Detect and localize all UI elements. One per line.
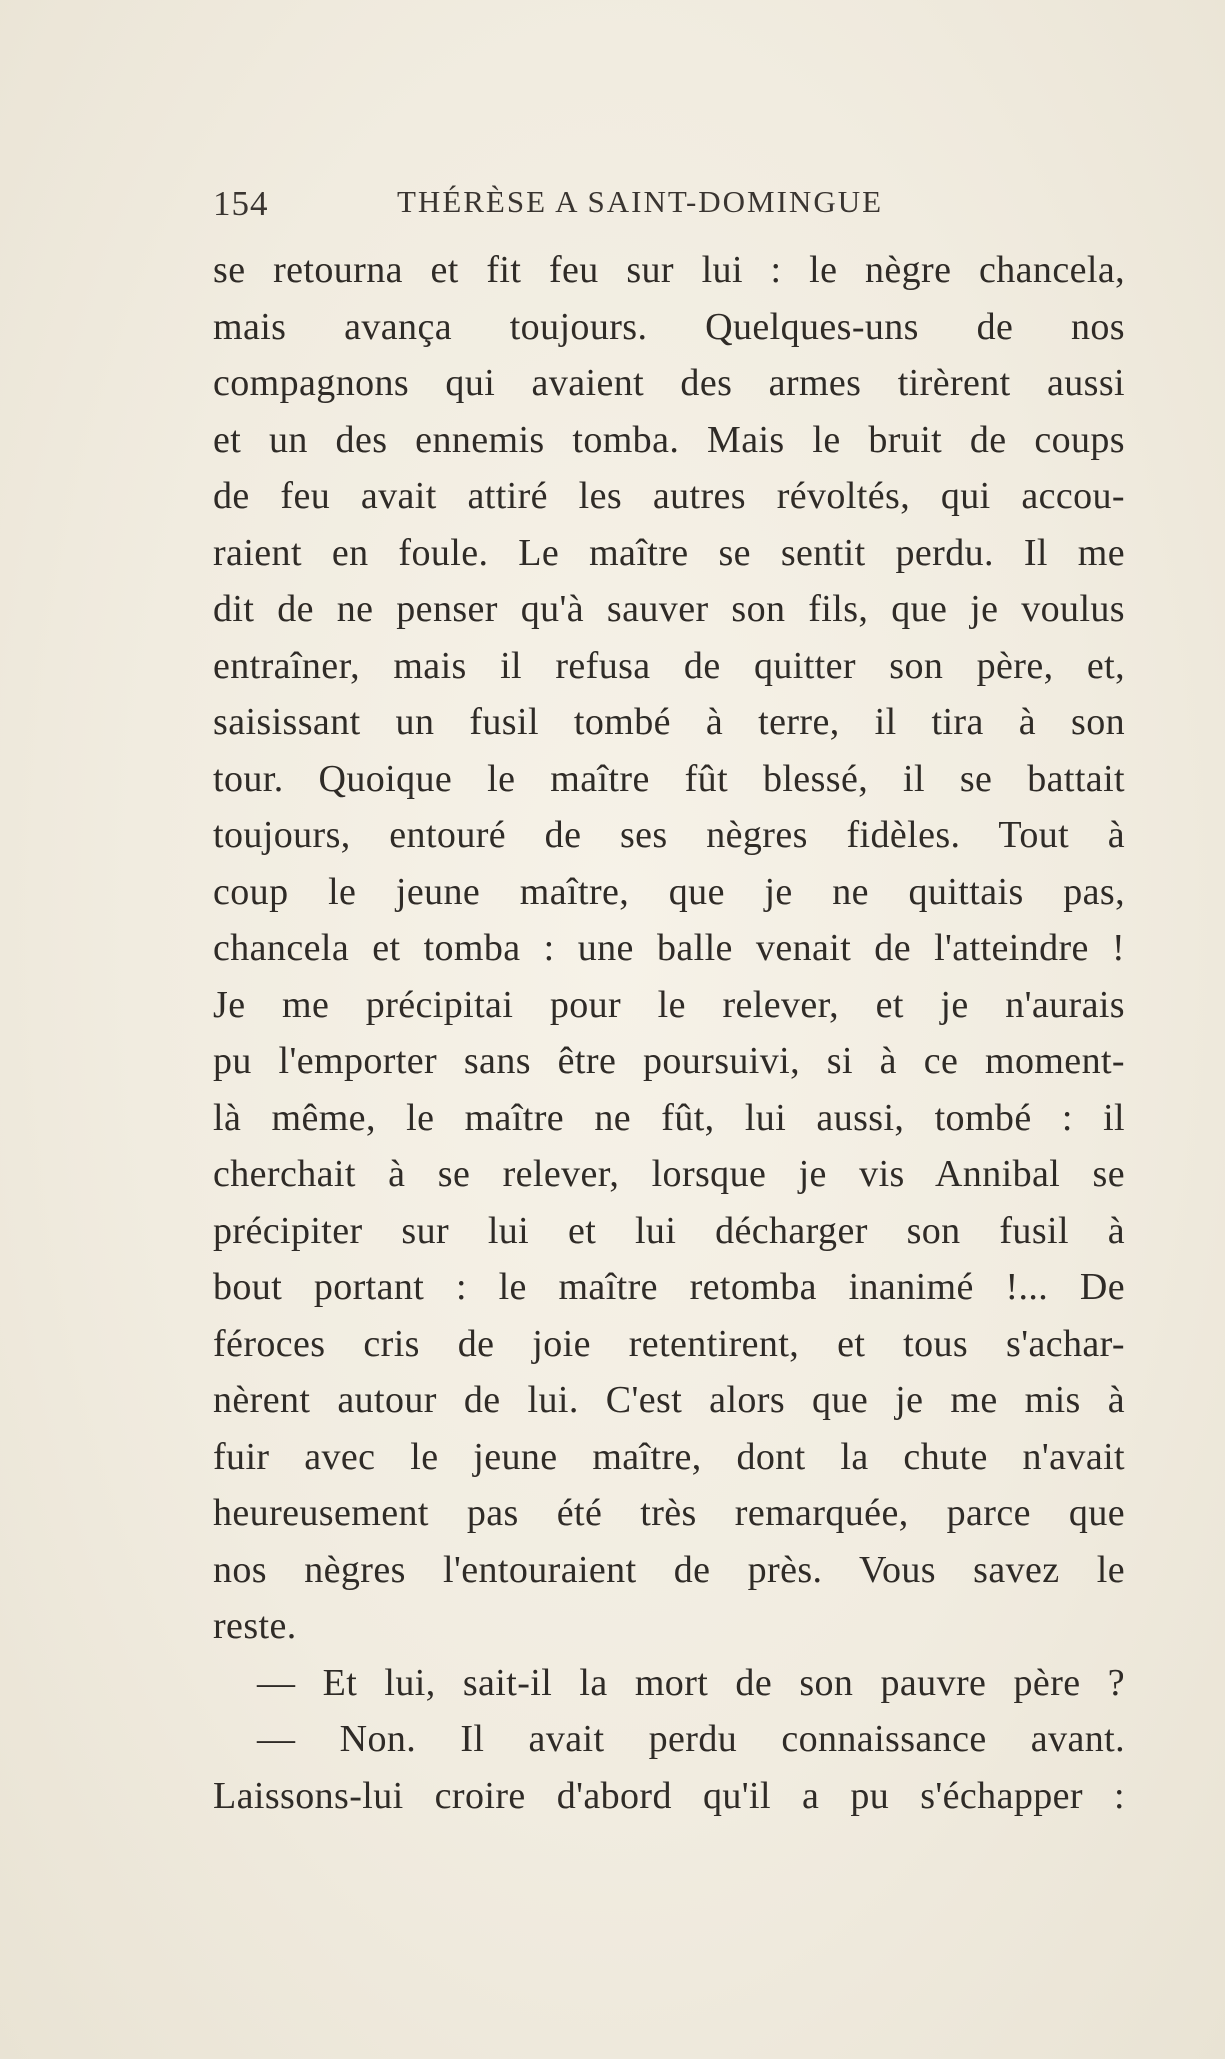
dialogue-line: — Et lui, sait-il la mort de son pauvre père ? (257, 1661, 1125, 1704)
text-line: précipiter sur lui et lui décharger son fusil à (213, 1209, 1125, 1252)
text-line: nèrent autour de lui. C'est alors que je me mis à (213, 1379, 1125, 1421)
text-line: Je me précipitai pour le relever, et je n'aurais (213, 983, 1125, 1026)
dialogue-line: — Non. Il avait perdu connaissance avant. (257, 1718, 1125, 1760)
text-line: chancela et tomba : une balle venait de l'atteindre ! (213, 927, 1125, 969)
text-line: fuir avec le jeune maître, dont la chute n'avait (213, 1435, 1125, 1478)
text-line: féroces cris de joie retentirent, et tous s'achar- (213, 1322, 1125, 1365)
text-line: heureusement pas été très remarquée, parce que (213, 1492, 1125, 1534)
text-line: et un des ennemis tomba. Mais le bruit de coups (213, 418, 1125, 461)
text-line: saisissant un fusil tombé à terre, il tira à son (213, 701, 1125, 743)
text-line: Laissons-lui croire d'abord qu'il a pu s'échapper : (213, 1774, 1125, 1817)
text-line: là même, le maître ne fût, lui aussi, tombé : il (213, 1096, 1125, 1139)
text-line: coup le jeune maître, que je ne quittais pas, (213, 870, 1125, 913)
text-line: dit de ne penser qu'à sauver son fils, que je voulus (213, 588, 1125, 630)
text-line: compagnons qui avaient des armes tirèrent aussi (213, 362, 1125, 404)
running-title: THÉRÈSE A SAINT-DOMINGUE (397, 184, 884, 219)
text-line: pu l'emporter sans être poursuivi, si à ce moment- (213, 1040, 1125, 1082)
text-line: raient en foule. Le maître se sentit perdu. Il me (213, 531, 1125, 574)
page-header (213, 184, 943, 228)
text-line: tour. Quoique le maître fût blessé, il se battait (213, 757, 1125, 800)
text-line: entraîner, mais il refusa de quitter son père, et, (213, 644, 1125, 687)
text-line: nos nègres l'entouraient de près. Vous savez le (213, 1548, 1125, 1591)
text-line: mais avança toujours. Quelques-uns de nos (213, 305, 1125, 348)
page-number: 154 (213, 184, 269, 223)
text-line: toujours, entouré de ses nègres fidèles. Tout à (213, 814, 1125, 856)
body-text (213, 242, 1125, 1824)
text-line: de feu avait attiré les autres révoltés, qui accou- (213, 475, 1125, 517)
text-line: se retourna et fit feu sur lui : le nègre chancela, (213, 249, 1125, 291)
text-line: reste. (213, 1605, 297, 1647)
text-line: bout portant : le maître retomba inanimé !... De (213, 1266, 1125, 1308)
text-line: cherchait à se relever, lorsque je vis Annibal se (213, 1153, 1125, 1195)
